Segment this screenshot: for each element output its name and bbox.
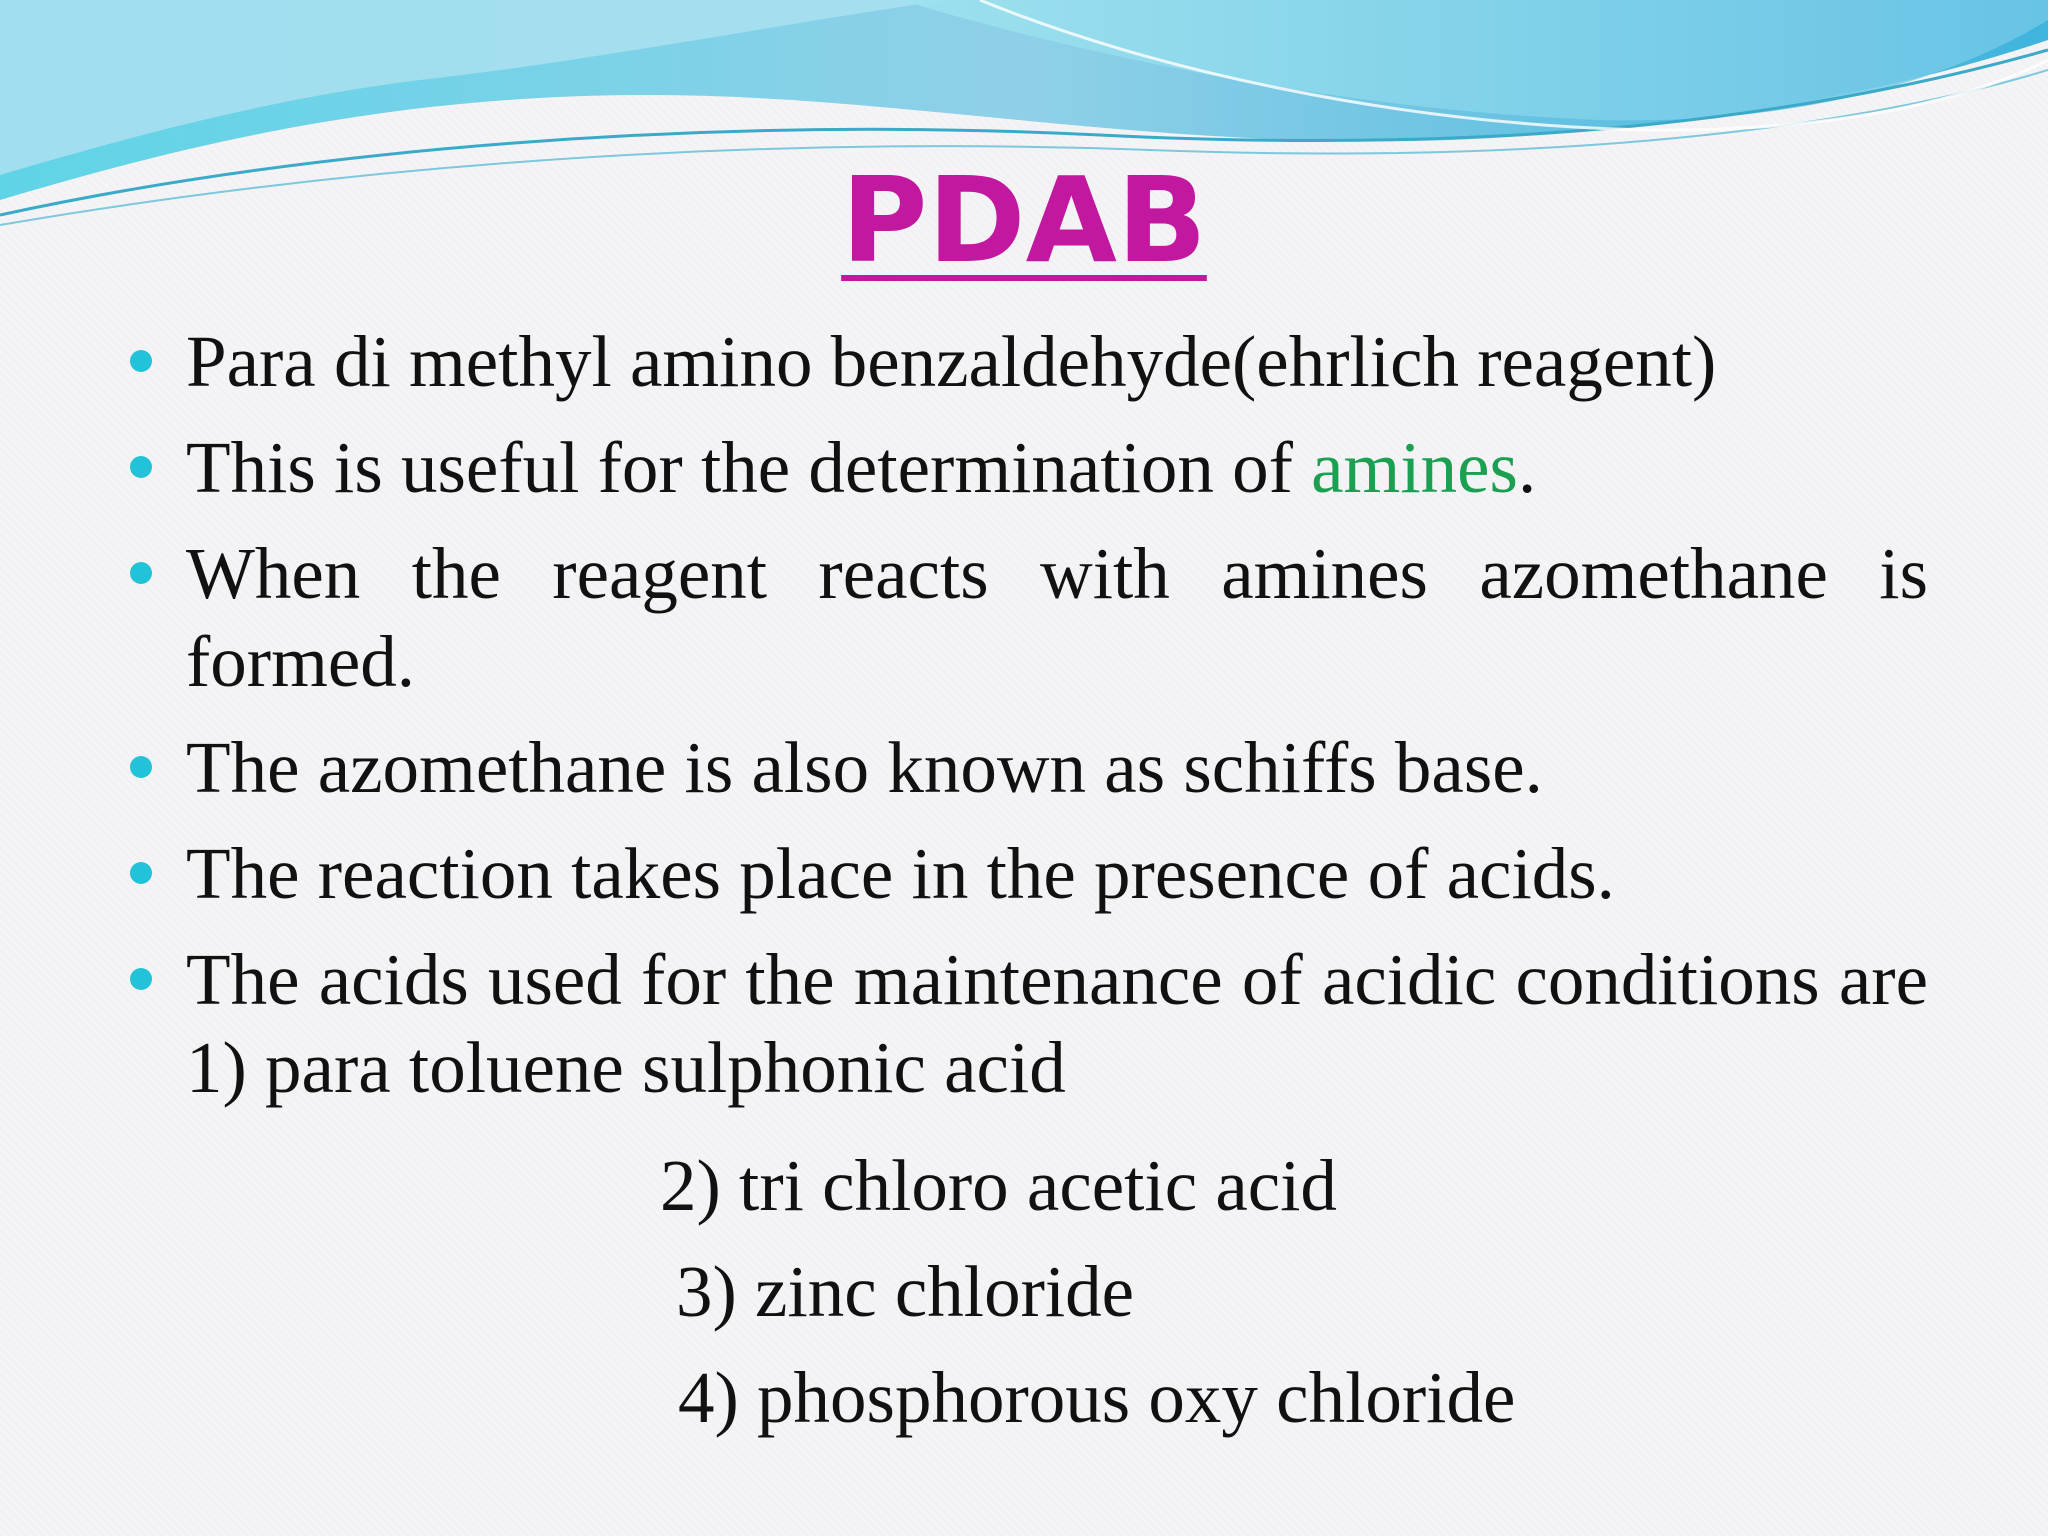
bullet-dot-icon	[130, 968, 152, 990]
sub-list-item: 3) zinc chloride	[676, 1251, 1135, 1332]
bullet-list	[128, 318, 1928, 1130]
bullet-item	[128, 830, 1928, 918]
bullet-dot-icon	[130, 456, 152, 478]
highlighted-term: amines	[1311, 427, 1518, 508]
bullet-item	[128, 530, 1928, 706]
bullet-text: The azomethane is also known as schiffs base.	[186, 727, 1543, 808]
bullet-dot-icon	[130, 350, 152, 372]
sub-list-item: 4) phosphorous oxy chloride	[678, 1357, 1516, 1438]
bullet-text: This is useful for the determination of	[186, 427, 1312, 508]
bullet-text: The reaction takes place in the presence of acids.	[186, 833, 1615, 914]
bullet-item	[128, 318, 1928, 406]
bullet-text-end: .	[1517, 427, 1537, 508]
bullet-dot-icon	[130, 562, 152, 584]
bullet-item	[128, 424, 1928, 512]
bullet-dot-icon	[130, 862, 152, 884]
bullet-item	[128, 936, 1928, 1112]
bullet-dot-icon	[130, 756, 152, 778]
bullet-text: Para di methyl amino benzaldehyde(ehrlich reagent)	[186, 321, 1717, 402]
sub-list-item: 2) tri chloro acetic acid	[660, 1145, 1337, 1226]
bullet-text: When the reagent reacts with amines azomethane is formed.	[186, 533, 1928, 702]
bullet-text: The acids used for the maintenance of acidic conditions are 1) para toluene sulphonic acid	[186, 939, 1928, 1108]
bullet-item	[128, 724, 1928, 812]
slide-title: PDAB	[841, 151, 1207, 289]
